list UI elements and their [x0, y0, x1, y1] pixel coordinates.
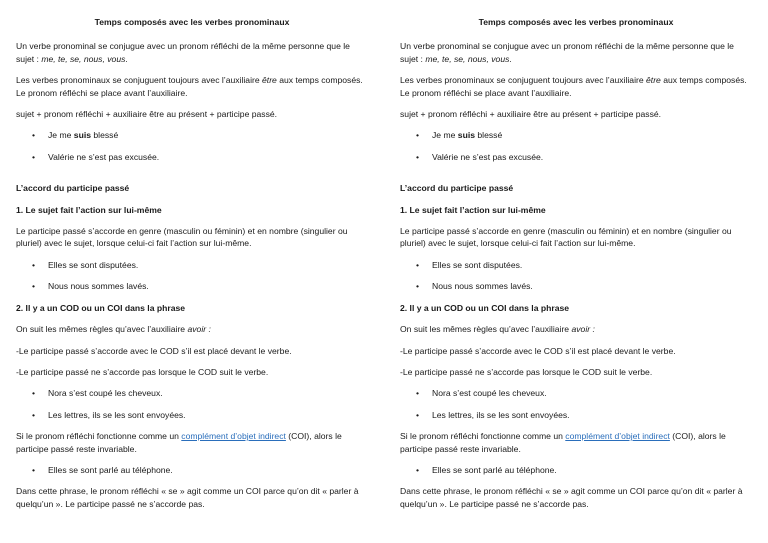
- auxiliary-paragraph: [16, 74, 368, 99]
- intro-text: Un verbe pronominal se conjugue avec un pronom réfléchi de la même personne que le sujet :: [16, 41, 350, 64]
- list-item: • Elles se sont disputées.: [16, 259, 368, 271]
- case2-rule-b: -Le participe passé ne s’accorde pas lorsque le COD suit le verbe.: [16, 366, 269, 377]
- list-item: • Elles se sont parlé au téléphone.: [400, 464, 752, 476]
- aux-before: Les verbes pronominaux se conjuguent toujours avec l’auxiliaire: [16, 75, 263, 86]
- list-item: [400, 129, 752, 141]
- accord-heading: L’accord du participe passé: [400, 183, 514, 194]
- case1-heading: 1. Le sujet fait l’action sur lui-même: [400, 204, 546, 215]
- document-title: Temps composés avec les verbes pronominaux: [94, 17, 290, 27]
- case2-heading: 2. Il y a un COD ou un COI dans la phrase: [16, 302, 186, 313]
- coi-before: Si le pronom réfléchi fonctionne comme un: [400, 431, 566, 442]
- auxiliary-paragraph: [400, 74, 752, 99]
- intro-end: .: [125, 53, 128, 64]
- list-item: • Valérie ne s’est pas excusée.: [400, 151, 752, 163]
- case2-rule: [16, 323, 368, 335]
- case2-rule-word: avoir :: [187, 324, 211, 335]
- list-item: • Nous nous sommes lavés.: [400, 280, 752, 292]
- formula: sujet + pronom réfléchi + auxiliaire être au présent + participe passé.: [400, 109, 662, 120]
- aux-after: aux temps composés. Le pronom réfléchi se place avant l’auxiliaire.: [400, 75, 747, 98]
- list-item: [16, 129, 368, 141]
- case2-rule-before: On suit les mêmes règles qu’avec l’auxiliaire: [16, 324, 188, 335]
- ex1-before: Je me: [48, 130, 74, 141]
- aux-before: Les verbes pronominaux se conjuguent toujours avec l’auxiliaire: [400, 75, 647, 86]
- case2-rule-word: avoir :: [571, 324, 595, 335]
- coi-after: (COI), alors le participe passé reste invariable.: [400, 431, 726, 454]
- case1-heading: 1. Le sujet fait l’action sur lui-même: [16, 204, 162, 215]
- ex1-bold: suis: [73, 130, 91, 141]
- intro-paragraph: [400, 40, 752, 65]
- list-item: • Valérie ne s’est pas excusée.: [16, 151, 368, 163]
- list-item: • Nora s’est coupé les cheveux.: [400, 387, 752, 399]
- right-column: [400, 0, 752, 543]
- case2-rule-a: -Le participe passé s’accorde avec le COD s’il est placé devant le verbe.: [16, 345, 292, 356]
- intro-end: .: [509, 53, 512, 64]
- ex1-bold: suis: [457, 130, 475, 141]
- ex1-after: blessé: [91, 130, 119, 141]
- accord-heading: L’accord du participe passé: [16, 183, 130, 194]
- list-item: • Elles se sont parlé au téléphone.: [16, 464, 368, 476]
- intro-pronouns: me, te, se, nous, vous: [425, 53, 510, 64]
- aux-word: être: [262, 75, 277, 86]
- coi-link[interactable]: complément d’objet indirect: [181, 431, 286, 442]
- final-paragraph: Dans cette phrase, le pronom réfléchi « se » agit comme un COI parce qu’on dit « parler à quelqu’un ». Le participe passé ne s’accorde pas.: [16, 486, 359, 509]
- list-item: • Elles se sont disputées.: [400, 259, 752, 271]
- ex1-after: blessé: [475, 130, 503, 141]
- aux-word: être: [646, 75, 661, 86]
- case2-rule: [400, 323, 752, 335]
- list-item: • Nora s’est coupé les cheveux.: [16, 387, 368, 399]
- case2-rule-a: -Le participe passé s’accorde avec le COD s’il est placé devant le verbe.: [400, 345, 676, 356]
- intro-pronouns: me, te, se, nous, vous: [41, 53, 126, 64]
- case1-text: Le participe passé s’accorde en genre (masculin ou féminin) et en nombre (singulier ou pluriel) avec le sujet, lorsque celui-ci fait l’action sur lui-même.: [16, 226, 348, 249]
- final-paragraph: Dans cette phrase, le pronom réfléchi « se » agit comme un COI parce qu’on dit « parler à quelqu’un ». Le participe passé ne s’accorde pas.: [400, 486, 743, 509]
- case2-rule-before: On suit les mêmes règles qu’avec l’auxiliaire: [400, 324, 572, 335]
- list-item: • Nous nous sommes lavés.: [16, 280, 368, 292]
- coi-paragraph: [16, 430, 368, 455]
- formula: sujet + pronom réfléchi + auxiliaire être au présent + participe passé.: [16, 109, 278, 120]
- aux-after: aux temps composés. Le pronom réfléchi se place avant l’auxiliaire.: [16, 75, 363, 98]
- intro-text: Un verbe pronominal se conjugue avec un pronom réfléchi de la même personne que le sujet :: [400, 41, 734, 64]
- coi-before: Si le pronom réfléchi fonctionne comme un: [16, 431, 182, 442]
- intro-paragraph: [16, 40, 368, 65]
- case2-heading: 2. Il y a un COD ou un COI dans la phrase: [400, 302, 570, 313]
- document-title: Temps composés avec les verbes pronominaux: [478, 17, 674, 27]
- case2-rule-b: -Le participe passé ne s’accorde pas lorsque le COD suit le verbe.: [400, 366, 653, 377]
- case1-text: Le participe passé s’accorde en genre (masculin ou féminin) et en nombre (singulier ou pluriel) avec le sujet, lorsque celui-ci fait l’action sur lui-même.: [400, 226, 732, 249]
- list-item: • Les lettres, ils se les sont envoyées.: [16, 409, 368, 421]
- coi-link[interactable]: complément d’objet indirect: [565, 431, 670, 442]
- coi-after: (COI), alors le participe passé reste invariable.: [16, 431, 342, 454]
- coi-paragraph: [400, 430, 752, 455]
- left-column: [16, 0, 368, 543]
- ex1-before: Je me: [432, 130, 458, 141]
- list-item: • Les lettres, ils se les sont envoyées.: [400, 409, 752, 421]
